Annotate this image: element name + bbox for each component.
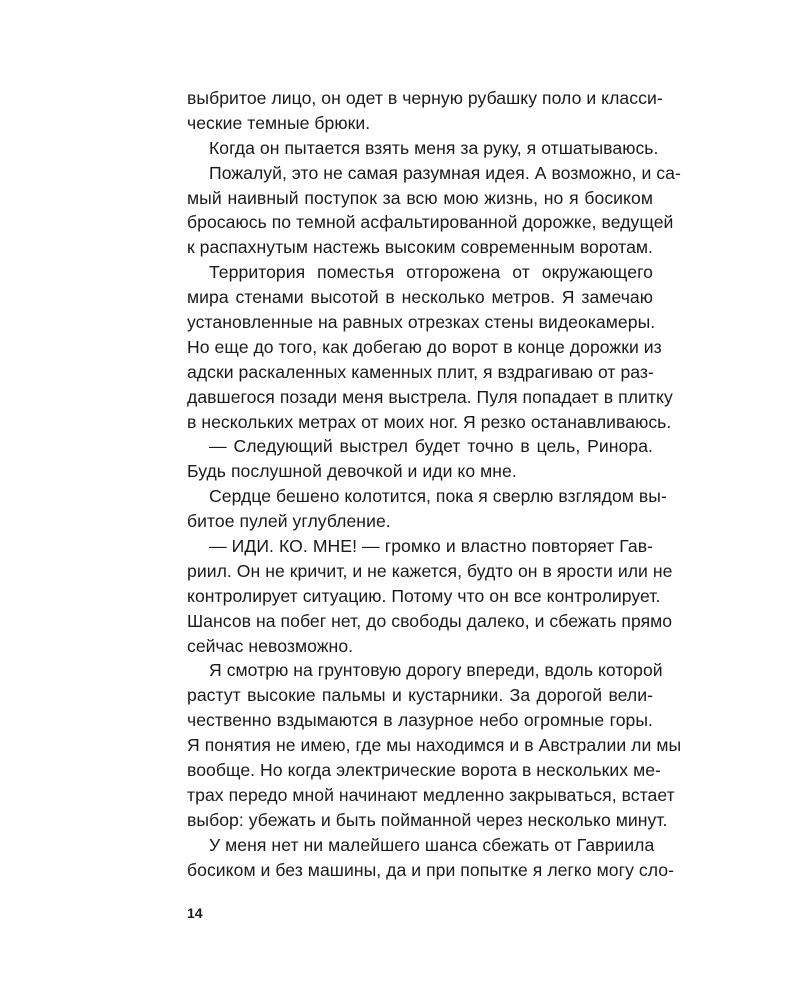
text-line: Будь послушной девочкой и иди ко мне. <box>187 461 517 482</box>
text-line: выбритое лицо, он одет в черную рубашку поло и класси- <box>187 88 663 108</box>
text-line: чественно вздымаются в лазурное небо огромные горы. <box>187 710 653 731</box>
text-line: трах передо мной начинают медленно закрываться, встает <box>187 784 675 805</box>
text-line: риил. Он не кричит, и не кажется, будто он в ярости или не <box>187 560 673 581</box>
text-line: Но еще до того, как добегаю до ворот в конце дорожки из <box>187 336 662 357</box>
text-line: мира стенами высотой в несколько метров. Я замечаю <box>187 287 653 308</box>
page-number: 14 <box>187 905 203 921</box>
text-line: битое пулей углубление. <box>187 511 391 532</box>
text-line: бросаюсь по темной асфальтированной дорожке, ведущей <box>187 212 674 233</box>
body-text <box>187 86 682 883</box>
text-line: в нескольких метрах от моих ног. Я резко останавливаюсь. <box>187 411 672 432</box>
text-line: установленные на равных отрезках стены видеокамеры. <box>187 312 656 333</box>
text-line: выбор: убежать и быть пойманной через несколько минут. <box>187 809 668 830</box>
text-line: Я смотрю на грунтовую дорогу впереди, вдоль которой <box>209 660 663 681</box>
text-line: к распахнутым настежь высоким современным воротам. <box>187 237 653 258</box>
text-line: — ИДИ. КО. МНЕ! — громко и властно повторяет Гав- <box>209 536 653 557</box>
text-line: босиком и без машины, да и при попытке я легко могу сло- <box>187 859 674 880</box>
text-line: мый наивный поступок за всю мою жизнь, но я босиком <box>187 187 653 208</box>
text-line: Пожалуй, это не самая разумная идея. А возможно, и са- <box>209 162 681 183</box>
text-line: контролирует ситуацию. Потому что он все контролирует. <box>187 585 661 606</box>
text-line: — Следующий выстрел будет точно в цель, Ринора. <box>209 436 653 457</box>
text-line: вообще. Но когда электрические ворота в нескольких ме- <box>187 760 661 781</box>
text-line: У меня нет ни малейшего шанса сбежать от Гавриила <box>209 834 655 855</box>
text-line: сейчас невозможно. <box>187 635 354 656</box>
text-line: ческие темные брюки. <box>187 112 371 133</box>
text-line: адски раскаленных каменных плит, я вздрагиваю от раз- <box>187 361 654 382</box>
text-line: давшегося позади меня выстрела. Пуля попадает в плитку <box>187 386 673 407</box>
text-line: Сердце бешено колотится, пока я сверлю взглядом вы- <box>209 486 667 507</box>
text-line: Я понятия не имею, где мы находимся и в Австралии ли мы <box>187 735 682 756</box>
text-line: Когда он пытается взять меня за руку, я отшатываюсь. <box>209 137 659 158</box>
text-line: Территория поместья отгорожена от окружающего <box>209 262 653 283</box>
text-line: Шансов на побег нет, до свободы далеко, и сбежать прямо <box>187 610 673 631</box>
text-line: растут высокие пальмы и кустарники. За дорогой вели- <box>187 685 653 706</box>
